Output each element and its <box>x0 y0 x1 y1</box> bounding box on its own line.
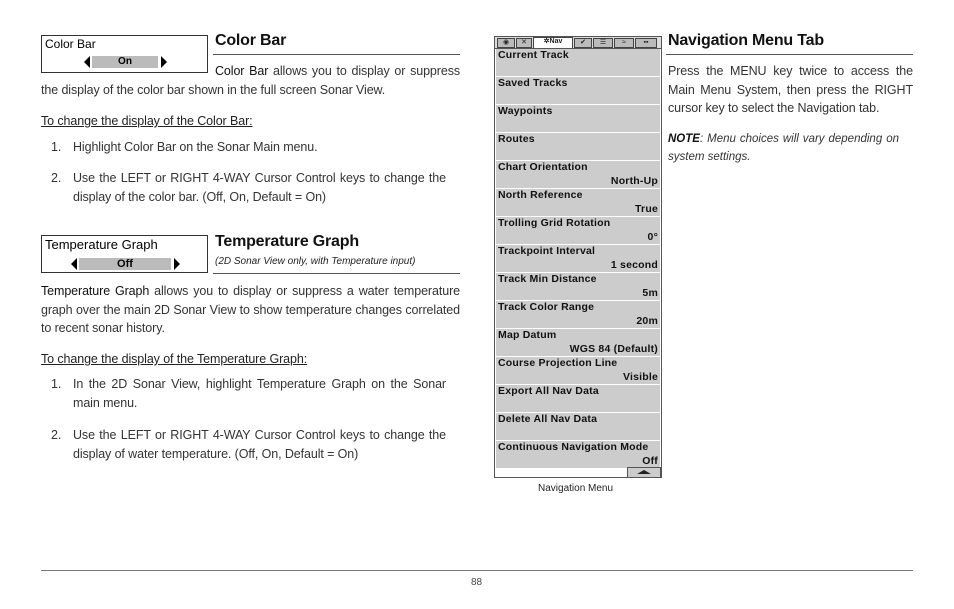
right-arrow-icon <box>174 258 180 270</box>
nav-menu-item-name: Routes <box>498 133 535 145</box>
color-bar-widget-label: Color Bar <box>45 37 96 51</box>
note-text: : Menu choices will vary depending on system settings. <box>668 133 899 163</box>
temperature-graph-step <box>41 426 446 466</box>
nav-menu-item-name: Saved Tracks <box>498 77 568 89</box>
nav-menu-item-value: 5m <box>642 287 658 299</box>
color-bar-step <box>41 138 446 158</box>
step-text: Use the LEFT or RIGHT 4-WAY Cursor Control keys to change the display of water temperature. (Off, On, Default = On) <box>73 428 446 461</box>
temperature-graph-intro <box>41 282 460 338</box>
temperature-graph-menu-widget <box>41 235 208 273</box>
color-bar-heading: Color Bar <box>215 32 287 49</box>
step-number: 2. <box>51 171 62 185</box>
temperature-graph-procedure-title: To change the display of the Temperature Graph: <box>41 352 308 366</box>
page-number: 88 <box>471 577 483 588</box>
nav-menu-item <box>496 49 660 77</box>
nav-menu-item-name: Trolling Grid Rotation <box>498 217 611 229</box>
nav-menu-item <box>496 301 660 329</box>
accessories-tab-icon: ▪▪ <box>635 38 657 48</box>
color-bar-procedure-title: To change the display of the Color Bar: <box>41 114 253 128</box>
left-arrow-icon <box>71 258 77 270</box>
step-number: 1. <box>51 377 62 391</box>
step-text: In the 2D Sonar View, highlight Temperature Graph on the Sonar main menu. <box>73 377 446 410</box>
temperature-graph-subheading: (2D Sonar View only, with Temperature input) <box>215 256 416 267</box>
color-bar-intro-text: allows you to display or suppress the display of the color bar shown in the full screen Sonar View. <box>41 64 461 97</box>
color-bar-intro <box>41 62 460 99</box>
nav-menu-item-name: Delete All Nav Data <box>498 413 598 425</box>
nav-menu-item-value: WGS 84 (Default) <box>569 343 658 355</box>
navigation-tab-heading: Navigation Menu Tab <box>668 32 824 49</box>
nav-menu-item-value: 20m <box>636 315 658 327</box>
navigation-menu-caption: Navigation Menu <box>538 483 614 494</box>
nav-menu-item-name: Course Projection Line <box>498 357 618 369</box>
color-bar-intro-term: Color Bar <box>215 64 269 78</box>
temperature-graph-heading-rule <box>213 273 460 274</box>
nav-menu-item-value: 1 second <box>610 259 658 271</box>
nav-menu-item-name: Continuous Navigation Mode <box>498 441 649 453</box>
step-number: 1. <box>51 140 62 154</box>
nav-menu-item-name: Track Min Distance <box>498 273 597 285</box>
nav-tab: ✲Nav <box>533 37 573 48</box>
temperature-graph-intro-text: allows you to display or suppress a water temperature graph over the main 2D Sonar View to show temperature changes correlated to recent sonar history. <box>41 284 460 335</box>
setup-tab-icon: ✕ <box>516 38 532 48</box>
nav-menu-item-name: North Reference <box>498 189 583 201</box>
navigation-tab-body: Press the MENU key twice to access the Main Menu System, then press the RIGHT cursor key to select the Navigation tab. <box>668 64 913 115</box>
nav-menu-item <box>496 77 660 105</box>
chart-tab-icon: ✔ <box>574 38 592 48</box>
nav-menu-item-name: Chart Orientation <box>498 161 588 173</box>
nav-menu-item <box>496 217 660 245</box>
temperature-graph-step <box>41 375 446 415</box>
nav-menu-item-value: Visible <box>622 371 658 383</box>
temperature-graph-intro-term: Temperature Graph <box>41 284 150 298</box>
nav-menu-item-name: Current Track <box>498 49 569 61</box>
color-bar-widget-value: On <box>92 56 158 68</box>
nav-menu-item <box>496 161 660 189</box>
step-number: 2. <box>51 428 62 442</box>
step-text: Use the LEFT or RIGHT 4-WAY Cursor Control keys to change the display of the color bar. (Off, On, Default = On) <box>73 171 446 204</box>
nav-menu-item-name: Waypoints <box>498 105 553 117</box>
color-bar-heading-rule <box>213 54 460 55</box>
sonar-tab-icon: ◉ <box>497 38 515 48</box>
nav-menu-item <box>496 133 660 161</box>
nav-menu-item-name: Track Color Range <box>498 301 595 313</box>
nav-menu-item-value: North-Up <box>610 175 658 187</box>
nav-menu-item-name: Map Datum <box>498 329 557 341</box>
scroll-up-icon <box>627 467 661 478</box>
navigation-tab-heading-rule <box>666 54 913 55</box>
navigation-menu-mockup <box>494 36 662 478</box>
nav-menu-item-name: Trackpoint Interval <box>498 245 596 257</box>
nav-menu-item <box>496 273 660 301</box>
nav-menu-item <box>496 385 660 413</box>
nav-menu-item <box>496 329 660 357</box>
nav-menu-item-value: Off <box>642 455 658 467</box>
step-text: Highlight Color Bar on the Sonar Main menu. <box>73 140 318 154</box>
alarms-tab-icon: ≈ <box>614 38 634 48</box>
temperature-graph-widget-value: Off <box>79 258 171 270</box>
nav-menu-item <box>496 357 660 385</box>
nav-menu-item-value: True <box>635 203 658 215</box>
footer-rule <box>41 570 913 571</box>
settings-tab-icon: ☰ <box>593 38 613 48</box>
nav-tab-label: Nav <box>549 38 563 45</box>
nav-menu-item <box>496 105 660 133</box>
color-bar-step <box>41 169 446 209</box>
note-label: NOTE <box>668 133 700 145</box>
nav-menu-item <box>496 245 660 273</box>
menu-tab-strip <box>495 37 661 49</box>
nav-menu-item <box>496 189 660 217</box>
nav-menu-item-name: Export All Nav Data <box>498 385 599 397</box>
temperature-graph-widget-label: Temperature Graph <box>45 237 158 252</box>
nav-menu-item-value: 0° <box>647 231 658 243</box>
nav-menu-item <box>496 441 660 469</box>
nav-menu-item <box>496 413 660 441</box>
temperature-graph-heading: Temperature Graph <box>215 233 359 250</box>
navigation-tab-note <box>668 131 899 166</box>
